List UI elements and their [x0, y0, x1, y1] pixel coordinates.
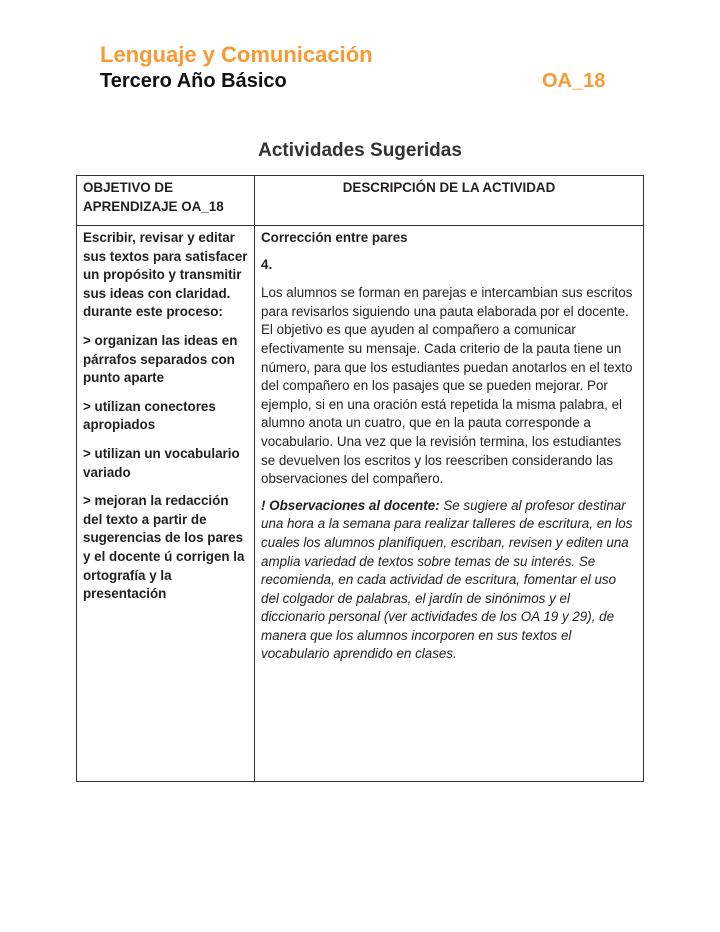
grade-title: Tercero Año Básico [100, 70, 287, 92]
description-cell [255, 226, 644, 782]
objective-bullet: > utilizan conectores apropiados [83, 398, 216, 433]
objective-cell [77, 226, 255, 782]
teacher-note [261, 497, 637, 664]
activity-title: Corrección entre pares [261, 230, 408, 245]
objective-bullet: > utilizan un vocabulario variado [83, 445, 240, 480]
teacher-note-label: ! Observaciones al docente: [261, 497, 440, 513]
objective-code: OA_18 [542, 70, 606, 92]
objective-statement: Escribir, revisar y editar sus textos para satisfacer un propósito y transmitir sus ideas con claridad. durante este proceso: [83, 230, 248, 320]
header-objective: OBJETIVO DE APRENDIZAJE OA_18 [77, 176, 255, 226]
objective-bullet: > mejoran la redacción del texto a partir de sugerencias de los pares y el docente ú corrigen la ortografía y la presentación [83, 493, 245, 602]
table-header-row [77, 176, 644, 226]
header-description: DESCRIPCIÓN DE LA ACTIVIDAD [255, 176, 644, 226]
table-row [77, 226, 644, 782]
subject-title: Lenguaje y Comunicación [100, 42, 373, 67]
activity-description: Los alumnos se forman en parejas e intercambian sus escritos para revisarlos siguiendo una pauta elaborada por el docente. El objetivo es que ayuden al compañero a comunicar efectivamente su mensaje. Cada criterio de la pauta tiene un número, para que los estudiantes puedan anotarlos en el texto del compañero en los pasajes que se pueden mejorar. Por ejemplo, si en una oración está repetida la misma palabra, el alumno anota un cuatro, que en la pauta corresponde a vocabulario. Una vez que la revisión termina, los estudiantes se devuelven los escritos y los reescriben considerando las observaciones del compañero. [261, 285, 633, 487]
activity-table [76, 175, 644, 782]
objective-bullet: > organizan las ideas en párrafos separados con punto aparte [83, 332, 238, 386]
activity-number: 4. [261, 256, 273, 272]
section-title: Actividades Sugeridas [258, 140, 462, 161]
teacher-note-text: Se sugiere al profesor destinar una hora a la semana para realizar talleres de escritura, en los cuales los alumnos planifiquen, escriban, revisen y editen una amplia variedad de textos sobre temas de su interés. Se recomienda, en cada actividad de escritura, fomentar el uso del colgador de palabras, el jardín de sinónimos y el diccionario personal (ver actividades de los OA 19 y 29), de manera que los alumnos incorporen en sus textos el vocabulario aprendido en clases. [261, 497, 633, 662]
